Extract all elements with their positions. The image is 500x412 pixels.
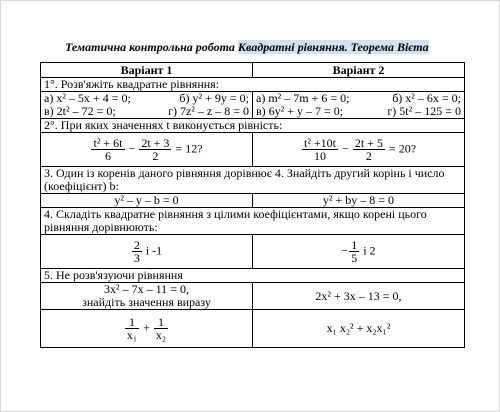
task1-v1-c: в) 2t² – 72 = 0; [44, 104, 116, 118]
task5-variant2-expression: x₁ x₂² + x₂x₁² [253, 310, 465, 348]
title-prefix: Тематична контрольна робота [65, 40, 238, 54]
task4-label-row [41, 208, 465, 235]
fraction-numerator: 1 [154, 316, 168, 329]
task5-equation-row [41, 283, 465, 310]
task1-row [41, 92, 465, 119]
task5-v1-eq: 3x² – 7x – 11 = 0, [104, 282, 189, 296]
minus-sign: − [341, 243, 349, 258]
task1-label: 1°. Розв'яжіть квадратне рівняння: [41, 78, 465, 92]
task1-v1-a: а) x² – 5x + 4 = 0; [44, 91, 131, 105]
fraction-numerator: 2 [133, 238, 140, 252]
task1-v2-a: а) m² – 7m + 6 = 0; [256, 91, 350, 105]
task5-label: 5. Не розв'язуючи рівняння [41, 269, 465, 283]
fraction-numerator: t² + 6t [93, 136, 123, 150]
task1-v1-b: б) y² + 9y = 0; [179, 91, 249, 105]
fraction-denominator: 2 [365, 149, 372, 163]
task2-variant2 [253, 133, 465, 167]
task4-variant2 [253, 235, 465, 269]
task5-find-label: знайдіть значення виразу [82, 295, 211, 309]
fraction-denominator: 3 [133, 251, 140, 265]
task3-label-row [41, 167, 465, 194]
task1-v1-d: г) 7z² – z – 8 = 0 [168, 104, 249, 118]
task3-variant2: y² + by – 8 = 0 [253, 194, 465, 208]
task4-v2-rest: і 2 [360, 243, 376, 258]
task4-v2-fraction [349, 239, 359, 264]
task5-variant2-equation: 2x² + 3x – 13 = 0, [253, 283, 465, 310]
task2-v2-fraction1 [302, 137, 338, 162]
title-highlight: Квадратні рівняння. Теорема Вієта [237, 40, 429, 54]
fraction-numerator: 2t + 5 [354, 136, 383, 150]
task5-variant1-equation [41, 283, 253, 310]
task2-label: 2°. При яких значеннях t виконується рівність: [41, 119, 465, 133]
fraction-denominator: 10 [314, 149, 326, 163]
task3-variant1: y² – y – b = 0 [41, 194, 253, 208]
task2-v2-fraction2 [353, 137, 385, 162]
task5-variant1-expression [41, 310, 253, 348]
task5-label-row [41, 269, 465, 283]
task3-row [41, 194, 465, 208]
fraction-numerator: t² +10t [303, 136, 337, 150]
task4-variant1 [41, 235, 253, 269]
task1-v2-b: б) x² – 6x = 0; [392, 91, 461, 105]
task3-label: 3. Один із коренів даного рівняння дорівнює 4. Знайдіть другий корінь і число (коефіцієнт) b: [41, 167, 465, 194]
variant-1-header: Варіант 1 [41, 63, 253, 78]
page-title [65, 40, 429, 55]
fraction-numerator: 2t + 3 [141, 136, 170, 150]
task4-v1-fraction [132, 239, 142, 264]
task4-row [41, 235, 465, 269]
minus-sign: − [128, 141, 136, 156]
task1-v2-c: в) 6y² + y – 7 = 0; [256, 104, 344, 118]
variant-2-header: Варіант 2 [253, 63, 465, 78]
minus-sign: − [342, 141, 349, 156]
plus-sign: + [143, 320, 150, 335]
task5-expression-row [41, 310, 465, 348]
fraction-numerator: 1 [351, 238, 358, 252]
task1-v2-d: г) 5t² – 125 = 0 [387, 104, 461, 118]
fraction-numerator: 1 [125, 316, 139, 329]
task2-v2-rhs: = 20? [388, 141, 417, 156]
task4-v1-rest: і -1 [142, 243, 163, 258]
task2-v1-fraction2 [139, 137, 171, 162]
fraction-denominator: 2 [152, 149, 159, 163]
task4-label: 4. Складіть квадратне рівняння з цілими коефіцієнтами, якщо корені цього рівняння дорівнюють: [41, 208, 465, 235]
task2-row [41, 133, 465, 167]
fraction-denominator: 5 [351, 251, 358, 265]
task2-v1-rhs: = 12? [175, 141, 203, 156]
task1-label-row [41, 78, 465, 92]
task2-variant1 [41, 133, 253, 167]
task5-v1-fraction2 [154, 316, 168, 341]
test-table [40, 62, 465, 348]
fraction-denominator: 6 [105, 149, 111, 163]
header-row [41, 63, 465, 78]
task2-v1-fraction1 [91, 137, 124, 162]
task1-variant2 [253, 92, 465, 119]
task1-variant1 [41, 92, 253, 119]
task2-label-row [41, 119, 465, 133]
fraction-denominator: x₂ [155, 328, 167, 342]
task5-v1-fraction1 [125, 316, 139, 341]
fraction-denominator: x₁ [126, 328, 138, 342]
